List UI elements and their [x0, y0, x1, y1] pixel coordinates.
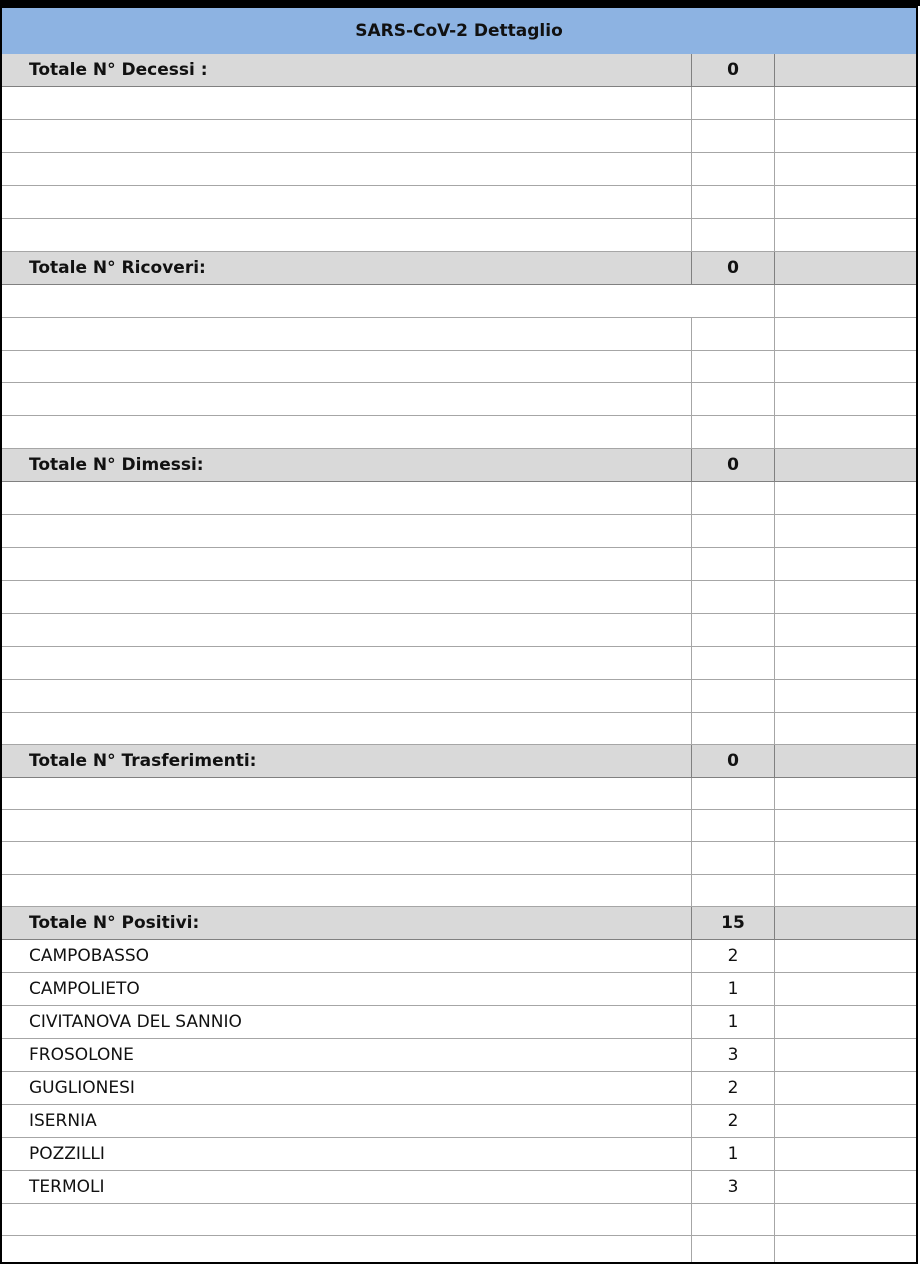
table-row: [2, 940, 916, 973]
table-row: [2, 1072, 916, 1105]
section-label: Totale N° Trasferimenti:: [2, 745, 692, 777]
empty-cell: [775, 449, 916, 481]
empty-cell: [775, 252, 916, 284]
empty-row: [2, 482, 916, 515]
empty-row: [2, 285, 916, 318]
empty-row: [2, 153, 916, 186]
empty-row: [2, 186, 916, 219]
comune-name: GUGLIONESI: [2, 1072, 692, 1104]
empty-cell: [775, 1006, 916, 1038]
empty-row: [2, 810, 916, 842]
comune-name: CAMPOBASSO: [2, 940, 692, 972]
empty-row: [2, 842, 916, 875]
empty-row: [2, 647, 916, 680]
comune-name: TERMOLI: [2, 1171, 692, 1203]
comune-count: 1: [692, 973, 775, 1005]
section-label: Totale N° Ricoveri:: [2, 252, 692, 284]
comune-name: ISERNIA: [2, 1105, 692, 1137]
table-row: [2, 1039, 916, 1072]
comune-count: 2: [692, 1072, 775, 1104]
empty-row: [2, 318, 916, 351]
section-label: Totale N° Decessi :: [2, 54, 692, 86]
section-value: 0: [692, 54, 775, 86]
section-value: 0: [692, 745, 775, 777]
empty-row: [2, 614, 916, 647]
empty-row: [2, 383, 916, 416]
empty-cell: [775, 745, 916, 777]
comune-name: POZZILLI: [2, 1138, 692, 1170]
empty-row: [2, 548, 916, 581]
empty-row: [2, 680, 916, 713]
section-value: 0: [692, 252, 775, 284]
empty-row: [2, 778, 916, 810]
empty-cell: [775, 1171, 916, 1203]
section-label: Totale N° Dimessi:: [2, 449, 692, 481]
empty-row: [2, 87, 916, 120]
empty-row: [2, 1236, 916, 1262]
section-value: 0: [692, 449, 775, 481]
section-header-ricoveri: [2, 252, 916, 285]
comune-name: CIVITANOVA DEL SANNIO: [2, 1006, 692, 1038]
empty-cell: [775, 940, 916, 972]
empty-cell: [775, 54, 916, 86]
empty-row: [2, 581, 916, 614]
section-value: 15: [692, 907, 775, 939]
table-title: SARS-CoV-2 Dettaglio: [2, 8, 916, 55]
empty-row: [2, 713, 916, 745]
comune-count: 3: [692, 1039, 775, 1071]
empty-row: [2, 416, 916, 449]
comune-count: 2: [692, 1105, 775, 1137]
empty-cell: [775, 1138, 916, 1170]
table-row: [2, 973, 916, 1006]
section-header-trasferimenti: [2, 745, 916, 778]
empty-row: [2, 875, 916, 907]
empty-cell: [775, 973, 916, 1005]
section-header-dimessi: [2, 449, 916, 482]
comune-count: 3: [692, 1171, 775, 1203]
section-header-decessi: [2, 54, 916, 87]
empty-cell: [775, 907, 916, 939]
section-header-positivi: [2, 907, 916, 940]
comune-count: 1: [692, 1138, 775, 1170]
table-row: [2, 1138, 916, 1171]
empty-row: [2, 120, 916, 153]
empty-row: [2, 219, 916, 252]
report-table: [0, 6, 918, 1264]
table-row: [2, 1171, 916, 1204]
comune-name: FROSOLONE: [2, 1039, 692, 1071]
comune-count: 1: [692, 1006, 775, 1038]
comune-count: 2: [692, 940, 775, 972]
empty-row: [2, 1204, 916, 1236]
empty-cell: [775, 1105, 916, 1137]
table-row: [2, 1006, 916, 1039]
empty-row: [2, 515, 916, 548]
section-label: Totale N° Positivi:: [2, 907, 692, 939]
table-row: [2, 1105, 916, 1138]
empty-cell: [775, 1072, 916, 1104]
comune-name: CAMPOLIETO: [2, 973, 692, 1005]
empty-cell: [775, 1039, 916, 1071]
empty-row: [2, 351, 916, 383]
